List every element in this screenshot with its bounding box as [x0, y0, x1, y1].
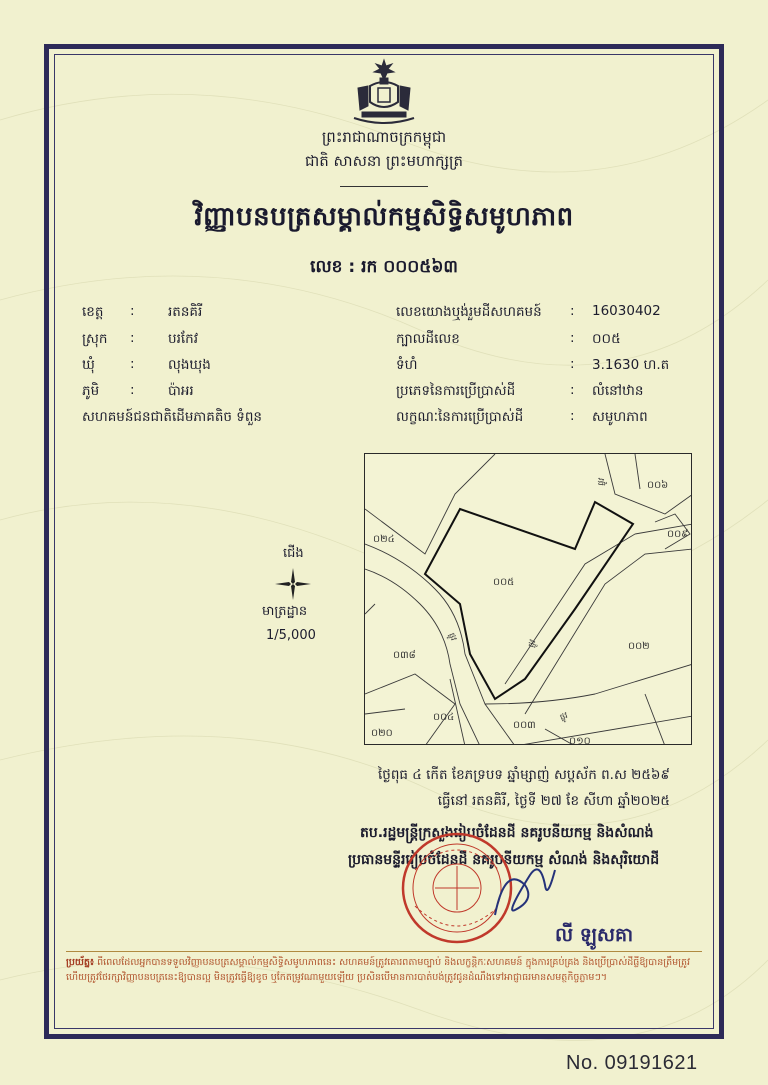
land-use-type-sep: : — [570, 382, 575, 398]
province-value: រតនគិរី — [168, 304, 203, 320]
parcel-009-label: ០០៩ — [667, 529, 689, 540]
signatory-title-2: ប្រធានមន្ទីររៀបចំដែនដី នគរូបនីយកម្ម សំណង់ និងសុរិយោដី — [348, 852, 660, 868]
land-use-nature-sep: : — [570, 408, 575, 424]
parcel-ref-label: លេខយោងឬង់រួមដីសហគមន៍ — [396, 304, 542, 320]
parcel-004-label: ០០៤ — [433, 712, 455, 723]
road-label: ផ្លូវ — [526, 638, 538, 649]
cadastral-map-drawing — [365, 454, 692, 745]
land-use-nature-value: សមូហភាព — [592, 409, 648, 425]
solar-date: ធ្វើនៅ រតនគិរី, ថ្ងៃទី ២៧ ខែ សីហា ឆ្នាំ២០២៥ — [437, 793, 670, 809]
notice-text: ពីពេលដែលអ្នកបានទទួលវិញ្ញាបនបត្រសម្គាល់កម្មសិទ្ធិសមូហភាពនេះ សហគមន៍ត្រូវគោរពតាមច្បាប់ និងលក្ខន្តិកៈសហគមន៍ ក្នុងការគ្រប់គ្រង និងប្រើប្រាស់ដីធ្លីឱ្យបានត្រឹមត្រូវ ហើយត្រូវថែរក្សាវិញ្ញាបនបត្រនេះឱ្យបានល្អ មិនត្រូវធ្វើឱ្យខូច ឬកែតម្រូវណាមួយឡើយ ប្រសិនបើមានការបាត់បង់ត្រូវជូនដំណឹងទៅអាជ្ញាធរមានសមត្ថកិច្ចភ្លាមៗ។ — [66, 957, 691, 983]
road-label: ផ្លូវ — [558, 710, 569, 722]
royal-coat-of-arms-icon — [348, 58, 420, 124]
parcel-020-label: ០២០ — [371, 728, 393, 739]
parcel-024-label: ០២៤ — [373, 534, 395, 545]
serial-number: No. 09191621 — [566, 1052, 698, 1074]
signature-icon — [485, 855, 565, 925]
national-motto: ជាតិ សាសនា ព្រះមហាក្សត្រ — [304, 152, 464, 170]
parcel-005-label: ០០៥ — [493, 577, 515, 588]
province-sep: : — [130, 303, 135, 319]
commune-sep: : — [130, 356, 135, 372]
notice-text-block — [66, 955, 702, 985]
area-label: ទំហំ — [396, 357, 418, 373]
road-label: ផ្លូវ — [447, 631, 459, 642]
parcel-no-sep: : — [570, 330, 575, 346]
province-label: ខេត្ត — [82, 304, 104, 320]
note-divider — [66, 951, 702, 952]
parcel-006-label: ០០៦ — [647, 480, 669, 491]
village-sep: : — [130, 382, 135, 398]
district-sep: : — [130, 330, 135, 346]
parcel-038-label: ០៣៨ — [393, 650, 416, 661]
area-sep: : — [570, 356, 575, 372]
parcel-010-label: ០១០ — [569, 736, 591, 745]
land-use-nature-label: លក្ខណៈនៃការប្រើប្រាស់ដី — [396, 409, 524, 425]
notice-title: ប្រយ័ត្ន៖ — [66, 957, 95, 968]
kingdom-name: ព្រះរាជាណាចក្រកម្ពុជា — [321, 128, 447, 146]
parcel-002-label: ០០២ — [628, 641, 650, 652]
village-value: ប៉ាអរ — [168, 383, 194, 399]
area-value: 3.1630 ហ.ត — [592, 357, 670, 373]
commune-label: ឃុំ — [82, 357, 95, 373]
land-use-type-label: ប្រភេទនៃការប្រើប្រាស់ដី — [396, 383, 516, 399]
parcel-ref-value: 16030402 — [592, 303, 661, 319]
district-label: ស្រុក — [82, 331, 108, 347]
parcel-003-label: ០០៣ — [513, 720, 536, 731]
village-label: ភូមិ — [82, 383, 100, 399]
parcel-no-label: ក្បាលដីលេខ — [396, 331, 460, 347]
certificate-title: វិញ្ញាបនបត្រសម្គាល់កម្មសិទ្ធិសមូហភាព — [194, 202, 574, 232]
parcel-no-value: ០០៥ — [592, 331, 621, 347]
cadastral-map — [364, 453, 692, 745]
signer-name: លី ឡូសគា — [555, 924, 634, 946]
scale-label: មាត្រដ្ឋាន — [262, 604, 308, 619]
parcel-ref-sep: : — [570, 303, 575, 319]
compass-rose-icon — [273, 566, 313, 602]
scale-value: 1/5,000 — [266, 628, 316, 643]
community-name: សហគមន៍ជនជាតិដើមភាគតិច ទំពួន — [82, 409, 262, 425]
district-value: បរកែវ — [168, 331, 198, 347]
lunar-date: ថ្ងៃពុធ ៤ កើត ខែភទ្របទ ឆ្នាំម្សាញ់ សប្តស័ក ព.ស ២៥៦៩ — [377, 767, 670, 783]
signatory-title-1: តប.រដ្ឋមន្ត្រីក្រសួងរៀបចំដែនដី នគរូបនីយកម្ម និងសំណង់ — [360, 825, 654, 841]
certificate-number: លេខ : រក ០០០៥៦៣ — [310, 257, 458, 277]
commune-value: លុងឃុង — [168, 357, 211, 373]
header-divider — [340, 186, 428, 187]
land-use-type-value: លំនៅឋាន — [592, 383, 644, 399]
north-label: ជើង — [283, 546, 304, 561]
road-label: ផ្លូវ — [596, 477, 607, 487]
